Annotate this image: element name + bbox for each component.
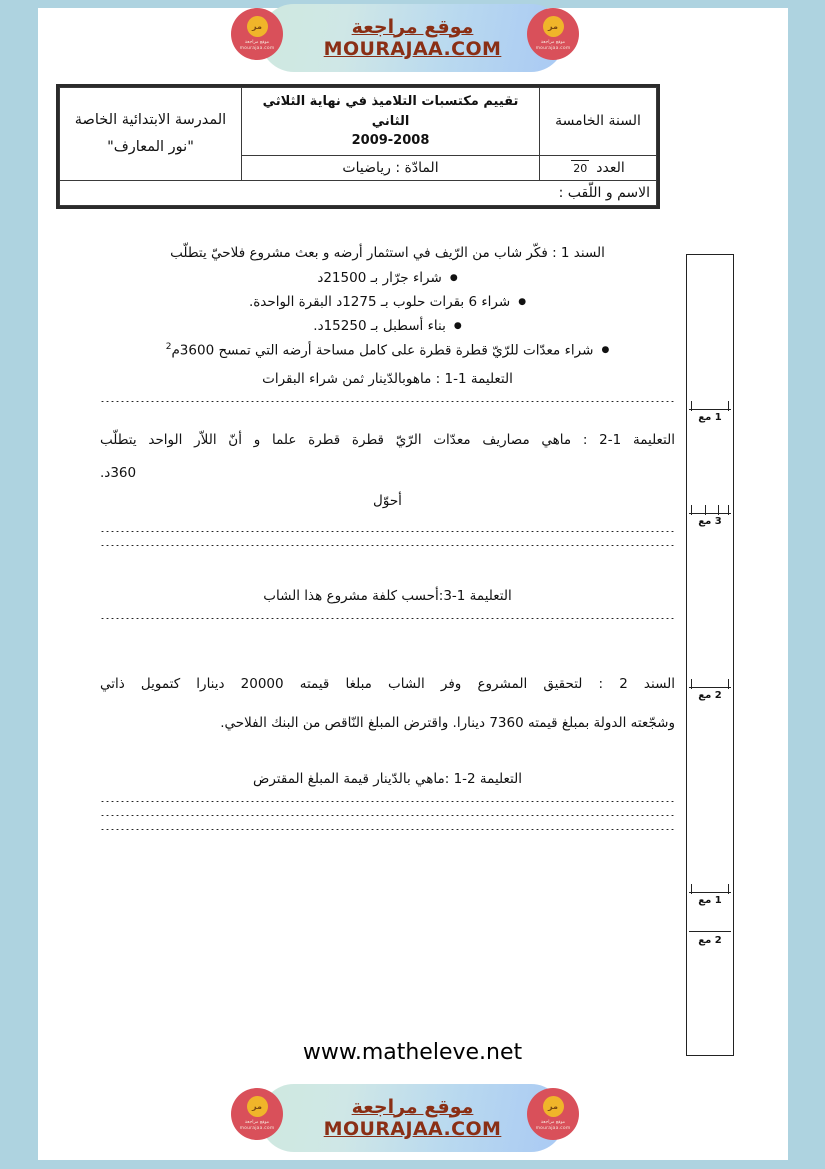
logo-caption [536,40,571,51]
logo-caption-ar: موقع مراجعة [540,40,566,46]
mourajaa-logo-icon [231,8,283,60]
watermark-site-text: MOURAJAA.COM [323,37,502,60]
bullet-text: شراء جرّار بـ 21500د [317,270,442,287]
school-name-text: المدرسة الابتدائية الخاصة [74,111,227,128]
watermark-arabic-text: موقع مراجعة [351,1095,474,1118]
logo-caption-en: mourajaa.com [239,46,275,51]
grading-tick [728,884,729,894]
exam-title-cell [242,88,540,156]
logo-caption-ar: موقع مراجعة [244,1120,270,1126]
bullet-text [166,343,594,358]
bullet-icon: ● [453,320,462,331]
list-item [100,271,675,286]
subject-cell: المادّة : رياضيات [242,155,540,180]
logo-caption-en: mourajaa.com [535,1126,571,1131]
bullet-text: بناء أسطبل بـ 15250د. [313,317,446,334]
grading-tick [728,401,729,411]
grading-mark-label: 2 مع [698,690,722,701]
logo-caption-ar: موقع مراجعة [244,40,270,46]
bullet-icon: ● [601,345,610,356]
grading-divider [689,513,731,514]
mourajaa-logo-icon [527,1088,579,1140]
mourajaa-logo-icon [527,8,579,60]
exam-header-table [56,84,660,209]
logo-caption-ar: موقع مراجعة [540,1120,566,1126]
watermark-pill [260,4,565,72]
logo-caption-en: mourajaa.com [239,1126,275,1131]
answer-line[interactable] [100,801,675,802]
grading-column [686,254,734,1056]
student-name-cell [60,180,657,205]
grading-mark-label: 1 مع [698,412,722,423]
logo-caption [240,1120,275,1131]
instruction-1-2-note: أحوّل [373,492,402,509]
grading-tick [728,505,729,515]
mark-cell [540,155,657,180]
grading-mark-label: 1 مع [698,895,722,906]
grading-tick [691,679,692,689]
answer-line[interactable] [100,401,675,402]
grading-mark-label: 3 مع [698,516,722,527]
logo-mark: مر [247,1096,268,1117]
grading-divider [689,687,731,688]
sanad-2-statement-line-1: السند 2 : لتحقيق المشروع وفر الشاب مبلغا قيمته 20000 دينارا كتمويل ذاتي [100,675,675,692]
watermark-pill [260,1084,565,1152]
list-item [100,319,675,334]
watermark-banner-top [0,0,825,76]
logo-mark: مر [543,1096,564,1117]
exam-body [100,244,675,843]
mourajaa-logo-icon [231,1088,283,1140]
grading-tick [691,884,692,894]
answer-line[interactable] [100,545,675,546]
instruction-1-3: التعليمة 1-3:أحسب كلفة مشروع هذا الشاب [263,587,512,604]
watermark-site-text: MOURAJAA.COM [323,1117,502,1140]
grading-divider [689,931,731,932]
mark-total: 20 [573,162,588,175]
bullet-superscript: 2 [165,341,172,352]
mark-fraction [571,160,625,176]
bullet-text-main: شراء معدّات للرّيّ قطرة قطرة على كامل مساحة أرضه التي تمسح 3600م [171,342,594,359]
school-year-text: 2009-2008 [351,133,430,148]
answer-line[interactable] [100,618,675,619]
instruction-1-1: التعليمة 1-1 : ماهوبالدّينار ثمن شراء البقرات [262,371,513,388]
list-item [100,295,675,310]
bullet-icon: ● [518,297,527,308]
grading-tick [705,505,706,515]
watermark-banner-bottom [0,1080,825,1156]
grading-tick [728,679,729,689]
logo-caption-en: mourajaa.com [535,46,571,51]
logo-mark: مر [247,16,268,37]
answer-line[interactable] [100,531,675,532]
watermark-arabic-text: موقع مراجعة [351,15,474,38]
table-row [60,180,657,205]
logo-caption [536,1120,571,1131]
grade-level-cell: السنة الخامسة [540,88,657,156]
instruction-2-1: التعليمة 2-1 :ماهي بالدّينار قيمة المبلغ المقترض [253,770,522,787]
list-item [100,343,675,358]
school-identity-cell [60,88,242,181]
sanad-2-statement-line-2: وشجّعته الدولة بمبلغ قيمته 7360 دينارا. واقترض المبلغ النّاقص من البنك الفلاحي. [220,714,675,731]
school-label-text: "نور المعارف" [107,138,194,155]
grading-tick [691,505,692,515]
answer-line[interactable] [100,815,675,816]
answer-line[interactable] [100,829,675,830]
student-name-input-line[interactable] [66,189,553,201]
table-row [60,88,657,156]
instruction-1-2-continuation: 360د. [100,464,137,481]
instruction-1-2: التعليمة 1-2 : ماهي مصاريف معدّات الرّيّ قطرة قطرة علما و أنّ اللاّر الواحد يتطلّب [100,432,675,449]
exam-title-text: تقييم مكتسبات التلاميذ في نهاية الثلاثي الثاني [262,94,519,129]
grading-tick [691,401,692,411]
mark-label: العدد [596,159,625,176]
source-url: www.matheleve.net [302,1040,523,1065]
sanad-1-bullet-list [100,271,675,358]
grading-divider [689,892,731,893]
sanad-1-statement: السند 1 : فكّر شاب من الرّيف في استثمار أرضه و بعث مشروع فلاحيّ يتطلّب [170,245,605,261]
grading-mark-label: 2 مع [698,935,722,946]
grading-divider [689,409,731,410]
bullet-text: شراء 6 بقرات حلوب بـ 1275د البقرة الواحدة. [248,294,511,311]
logo-caption [240,40,275,51]
student-name-label: الاسم و اللّقب : [558,184,650,201]
logo-mark: مر [543,16,564,37]
grading-tick [718,505,719,515]
bullet-icon: ● [449,273,458,284]
